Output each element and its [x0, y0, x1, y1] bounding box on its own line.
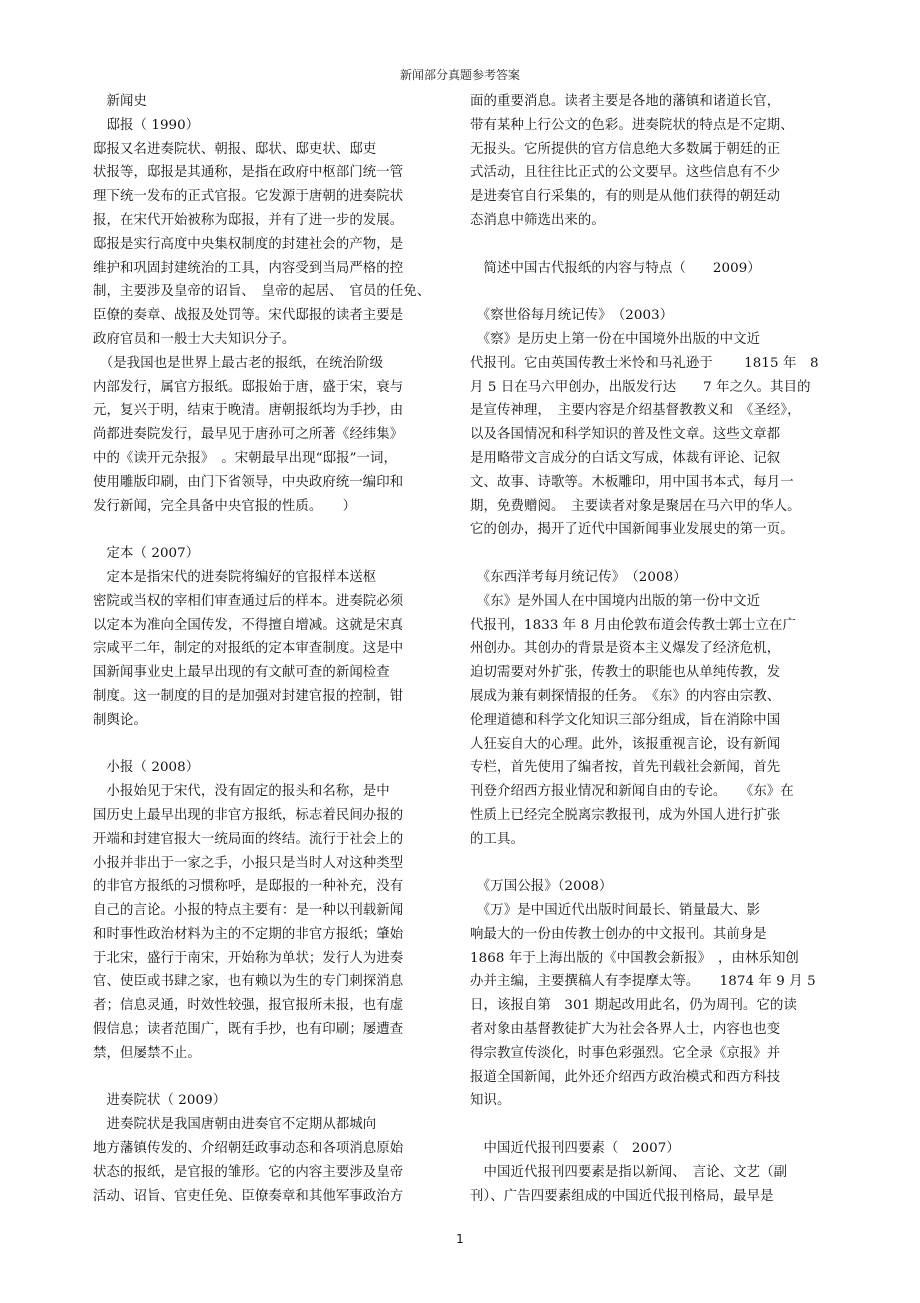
text-line: 制度。这一制度的目的是加强对封建官报的控制，钳: [93, 688, 404, 704]
text-line: 的非官方报纸的习惯称呼，是邸报的一种补充，没有: [93, 879, 404, 895]
text-line: 带有某种上行公文的色彩。进奏院状的特点是不定期、: [470, 117, 794, 133]
text-line: 《万国公报》（2008）: [470, 879, 613, 895]
text-line: 于北宋，盛行于南宋，开始称为单状；发行人为进奏: [93, 950, 404, 966]
text-line: 状态的报纸，是官报的雏形。它的内容主要涉及皇帝: [93, 1164, 404, 1180]
text-line: 伦理道德和科学文化知识三部分组成，旨在消除中国: [470, 712, 781, 728]
text-line: 臣僚的奏章、战报及处罚等。宋代邸报的读者主要是: [93, 308, 404, 324]
text-line: 小报（ 2008）: [93, 760, 200, 776]
text-line: 是用略带文言成分的白话文写成，体裁有评论、记叙: [470, 450, 781, 466]
text-line: 的工具。: [470, 831, 524, 847]
text-line: 得宗教宣传淡化，时事色彩强烈。它全录《京报》并: [470, 1045, 781, 1061]
text-line: 制舆论。: [93, 712, 147, 728]
paragraph-gap: [93, 733, 431, 757]
text-line: 文、故事、诗歌等。木板雕印，用中国书本式，每月一: [470, 474, 794, 490]
text-line: 政府官员和一般士大夫知识分子。: [93, 331, 296, 347]
text-line: 专栏，首先使用了编者按，首先刊载社会新闻，首先: [470, 760, 781, 776]
text-line: 性质上已经完全脱离宗教报刊，成为外国人进行扩张: [470, 807, 781, 823]
left-column: [93, 90, 431, 1208]
text-line: 尚都进奏院发行，最早见于唐孙可之所著《经纬集》: [93, 427, 404, 443]
paragraph-gap: [470, 233, 846, 257]
text-line: 制，主要涉及皇帝的诏旨、 皇帝的起居、 官员的任免、: [93, 284, 431, 300]
text-line: 报，在宋代开始被称为邸报，并有了进一步的发展。: [93, 212, 404, 228]
text-line: 《东》是外国人在中国境内出版的第一份中文近: [470, 593, 761, 609]
text-line: 邸报（ 1990）: [93, 117, 200, 133]
text-line: 知识。: [470, 1093, 511, 1109]
text-line: 《东西洋考每月统记传》 （2008）: [470, 569, 687, 585]
text-line: 《察世俗每月统记传》 （2003）: [470, 308, 674, 324]
text-line: 无报头。它所提供的官方信息绝大多数属于朝廷的正: [470, 141, 781, 157]
text-line: 是进奏官自行采集的，有的则是从他们获得的朝廷动: [470, 189, 781, 205]
text-line: 态消息中筛选出来的。: [470, 212, 605, 228]
text-line: 代报刊，1833 年 8 月由伦敦布道会传教士郭士立在广: [470, 617, 796, 633]
text-line: 日，该报自第 301 期起改用此名，仍为周刊。它的读: [470, 998, 798, 1014]
text-line: 宗咸平二年，制定的对报纸的定本审查制度。这是中: [93, 641, 404, 657]
text-line: 状报等，邸报是其通称，是指在政府中枢部门统一管: [93, 165, 404, 181]
text-line: 新闻史: [93, 94, 147, 109]
text-line: 代报刊。它由英国传教士米怜和马礼逊于 1815 年 8: [470, 355, 819, 371]
text-line: 定本（ 2007）: [93, 546, 200, 562]
page-header: 新闻部分真题参考答案: [399, 68, 520, 82]
text-line: 以定本为准向全国传发，不得擅自增减。这就是宋真: [93, 617, 404, 633]
paragraph-gap: [93, 518, 431, 542]
text-line: 月 5 日在马六甲创办，出版发行达 7 年之久。其目的: [470, 379, 811, 395]
text-line: 州创办。其创办的背景是资本主义爆发了经济危机，: [470, 641, 781, 657]
text-line: 报道全国新闻，此外还介绍西方政治模式和西方科技: [470, 1069, 781, 1085]
text-line: 进奏院状是我国唐朝由进奏官不定期从都城向: [93, 1117, 377, 1133]
text-line: 刊登介绍西方报业情况和新闻自由的专论。 《东》在: [470, 784, 794, 800]
text-line: 小报并非出于一家之手，小报只是当时人对这种类型: [93, 855, 404, 871]
text-line: 办并主编，主要撰稿人有李提摩太等。 1874 年 9 月 5: [470, 974, 816, 990]
text-line: 人狂妄自大的心理。此外，该报重视言论，设有新闻: [470, 736, 781, 752]
text-line: 1868 年于上海出版的《中国教会新报》 ，由林乐知创: [470, 950, 799, 966]
text-line: 邸报是实行高度中央集权制度的封建社会的产物，是: [93, 236, 404, 252]
text-line: 发行新闻，完全具备中央官报的性质。 ）: [93, 498, 357, 514]
text-line: 开端和封建官报大一统局面的终结。流行于社会上的: [93, 831, 404, 847]
text-line: 是宣传神理， 主要内容是介绍基督教教义和 《圣经》，: [470, 403, 801, 419]
text-line: 《万》是中国近代出版时间最长、销量最大、影: [470, 903, 761, 919]
text-line: 刊）、广告四要素组成的中国近代报刊格局，最早是: [470, 1188, 774, 1204]
text-line: （是我国也是世界上最古老的报纸，在统治阶级: [93, 355, 384, 371]
text-line: 中的《读开元杂报》 。宋朝最早出现“邸报”一词，: [93, 450, 397, 466]
text-line: 自己的言论。小报的特点主要有：是一种以刊载新闻: [93, 903, 404, 919]
text-line: 使用雕版印刷，由门下省领导，中央政府统一编印和: [93, 474, 404, 490]
text-line: 进奏院状（ 2009）: [93, 1093, 227, 1109]
text-line: 《察》是历史上第一份在中国境外出版的中文近: [470, 331, 761, 347]
paragraph-gap: [470, 852, 846, 876]
text-line: 者；信息灵通，时效性较强，报官报所未报，也有虚: [93, 998, 404, 1014]
text-line: 中国近代报刊四要素是指以新闻、 言论、文艺（副: [470, 1164, 788, 1180]
paragraph-gap: [93, 1066, 431, 1090]
text-line: 国新闻事业史上最早出现的有文献可查的新闻检查: [93, 665, 390, 681]
text-line: 禁，但屡禁不止。: [93, 1045, 201, 1061]
text-line: 中国近代报刊四要素（ 2007）: [470, 1141, 680, 1157]
text-line: 式活动，且往往比正式的公文要早。这些信息有不少: [470, 165, 781, 181]
paragraph-gap: [470, 280, 846, 304]
text-line: 它的创办，揭开了近代中国新闻事业发展史的第一页。: [470, 522, 794, 538]
text-line: 国历史上最早出现的非官方报纸，标志着民间办报的: [93, 807, 404, 823]
text-line: 邸报又名进奏院状、朝报、邸状、邸吏状、邸吏: [93, 141, 377, 157]
text-line: 展成为兼有刺探情报的任务。 《东》的内容由宗教、: [470, 688, 781, 704]
paragraph-gap: [470, 1113, 846, 1137]
page-number: 1: [456, 1232, 464, 1246]
text-line: 小报始见于宋代，没有固定的报头和名称，是中: [93, 784, 390, 800]
text-line: 简述中国古代报纸的内容与特点（ 2009）: [470, 260, 761, 276]
text-line: 活动、诏旨、官吏任免、臣僚奏章和其他军事政治方: [93, 1188, 404, 1204]
text-line: 元，复兴于明，结束于晚清。唐朝报纸均为手抄，由: [93, 403, 404, 419]
text-line: 面的重要消息。读者主要是各地的藩镇和诸道长官，: [470, 94, 781, 109]
text-line: 假信息；读者范围广，既有手抄，也有印刷；屡遭查: [93, 1022, 404, 1038]
text-line: 以及各国情况和科学知识的普及性文章。这些文章都: [470, 427, 781, 443]
text-line: 维护和巩固封建统治的工具，内容受到当局严格的控: [93, 260, 404, 276]
right-column: [470, 90, 846, 1208]
text-line: 官、使臣或书肆之家，也有赖以为生的专门刺探消息: [93, 974, 404, 990]
text-line: 迫切需要对外扩张，传教士的职能也从单纯传教，发: [470, 665, 781, 681]
text-line: 响最大的一份由传教士创办的中文报刊。其前身是: [470, 926, 767, 942]
text-line: 内部发行，属官方报纸。邸报始于唐，盛于宋，衰与: [93, 379, 404, 395]
text-line: 者对象由基督教徒扩大为社会各界人士，内容也也变: [470, 1022, 781, 1038]
text-line: 理下统一发布的正式官报。它发源于唐朝的进奏院状: [93, 189, 404, 205]
text-line: 定本是指宋代的进奏院将编好的官报样本送枢: [93, 569, 377, 585]
text-line: 密院或当权的宰相们审查通过后的样本。进奏院必须: [93, 593, 404, 609]
text-line: 和时事性政治材料为主的不定期的非官方报纸；肇始: [93, 926, 404, 942]
paragraph-gap: [470, 542, 846, 566]
text-line: 地方藩镇传发的、介绍朝廷政事动态和各项消息原始: [93, 1141, 404, 1157]
text-line: 期，免费赠阅。 主要读者对象是聚居在马六甲的华人。: [470, 498, 801, 514]
